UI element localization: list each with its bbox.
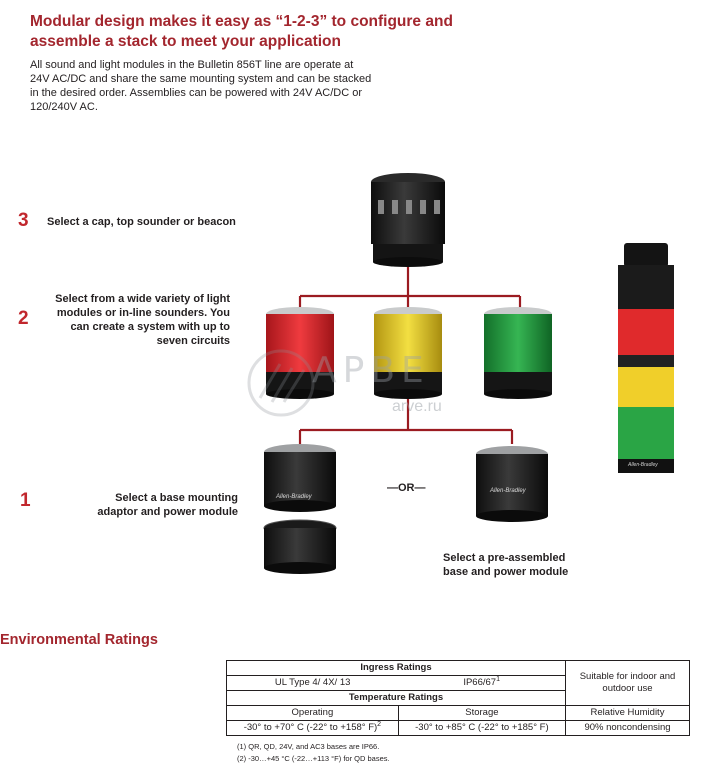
step-2-line: modules or in-line sounders. You: [56, 307, 230, 319]
watermark-subtext: arve.ru: [392, 398, 442, 415]
operating-label: Operating: [227, 706, 399, 721]
brand-label: Allen-Bradley: [628, 462, 658, 468]
intro-line: in the desired order. Assemblies can be powered with 24V AC/DC or: [30, 87, 363, 99]
intro-line: 120/240V AC.: [30, 101, 98, 113]
environmental-ratings-title: Environmental Ratings: [0, 632, 158, 648]
watermark-logo-icon: [246, 348, 316, 418]
ip-footnote-mark: 1: [496, 675, 500, 683]
green-light-module: [484, 307, 552, 399]
step-3-text: Select a cap, top sounder or beacon: [47, 216, 236, 228]
pre-assembled-text: [443, 551, 568, 579]
step-2-text: [44, 292, 230, 348]
intro-line: All sound and light modules in the Bulletin 856T line are operate at: [30, 59, 354, 71]
step-1-text: [80, 491, 238, 519]
step-1-line: Select a base mounting: [115, 492, 238, 504]
table-row: [227, 661, 690, 676]
temperature-header: Temperature Ratings: [227, 691, 566, 706]
step-2-number: 2: [18, 308, 29, 329]
step-1-line: adaptor and power module: [97, 506, 238, 518]
storage-value: -30° to +85° C (-22° to +185° F): [398, 721, 565, 736]
operating-value-cell: [227, 721, 399, 736]
table-row: [227, 721, 690, 736]
assembled-stack-tower: [618, 243, 674, 473]
brand-label: Allen-Bradley: [276, 494, 312, 500]
pre-assembled-line: base and power module: [443, 566, 569, 578]
intro-line: 24V AC/DC and share the same mounting system and can be stacked: [30, 73, 372, 85]
cap-sounder-module: [371, 173, 445, 267]
storage-label: Storage: [398, 706, 565, 721]
operating-value: -30° to +70° C (-22° to +158° F): [243, 722, 378, 733]
ip-rating-cell: [398, 676, 565, 691]
headline-line-2: assemble a stack to meet your application: [30, 33, 341, 50]
watermark-text: АРВЕ: [312, 350, 430, 391]
table-row: [227, 706, 690, 721]
footnote-2: (2) -30…+45 °C (-22…+113 °F) for QD bases.: [237, 754, 390, 763]
step-2-line: Select from a wide variety of light: [55, 293, 230, 305]
step-1-number: 1: [20, 490, 31, 511]
pre-assembled-base: [476, 446, 548, 522]
humidity-label: Relative Humidity: [566, 706, 690, 721]
step-2-line: seven circuits: [156, 335, 230, 347]
ratings-table: [226, 660, 690, 736]
suitable-cell: Suitable for indoor and outdoor use: [566, 661, 690, 706]
pre-assembled-line: Select a pre-assembled: [443, 552, 566, 564]
ul-type-cell: UL Type 4/ 4X/ 13: [227, 676, 399, 691]
step-2-line: can create a system with up to: [70, 321, 230, 333]
humidity-value: 90% noncondensing: [566, 721, 690, 736]
brand-label: Allen-Bradley: [490, 488, 526, 494]
or-separator: —OR—: [387, 482, 426, 494]
ingress-header: Ingress Ratings: [227, 661, 566, 676]
base-mounting-adaptor: [264, 444, 336, 574]
ip-rating-value: IP66/67: [463, 677, 497, 688]
step-3-number: 3: [18, 210, 29, 231]
operating-footnote-mark: 2: [377, 720, 382, 728]
footnote-1: (1) QR, QD, 24V, and AC3 bases are IP66.: [237, 742, 380, 751]
headline-line-1: Modular design makes it easy as “1-2-3” to configure and: [30, 13, 453, 30]
